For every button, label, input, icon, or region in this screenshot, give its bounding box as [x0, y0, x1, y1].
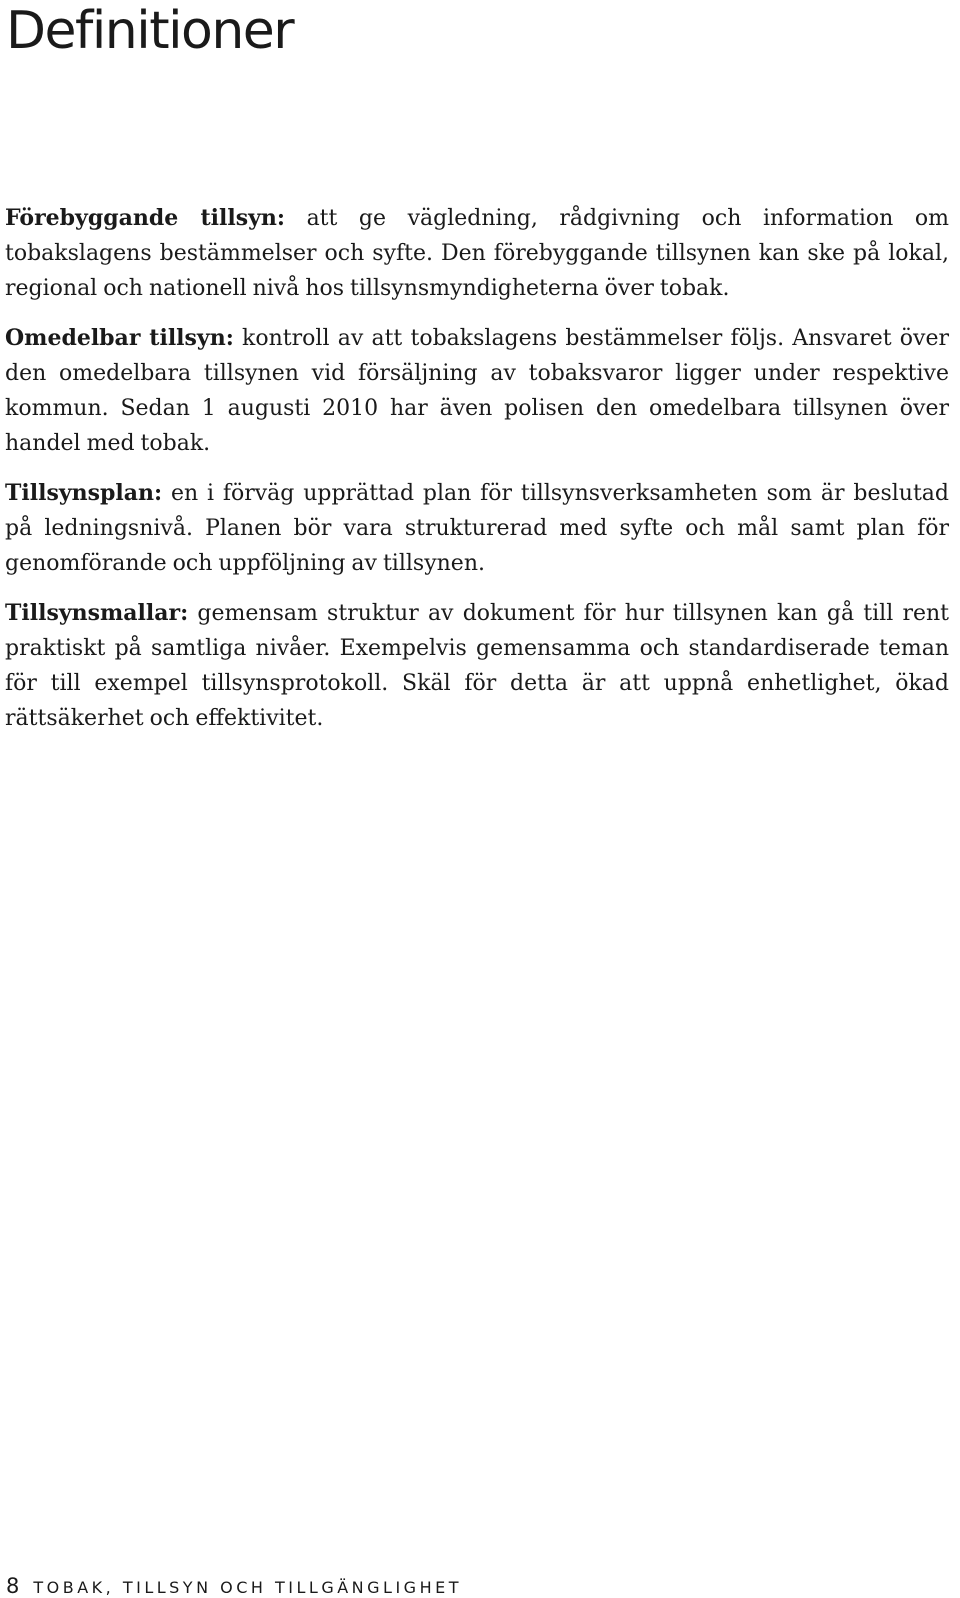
running-title: TOBAK, TILLSYN OCH TILLGÄNGLIGHET	[33, 1578, 462, 1597]
definition-term: Förebyggande tillsyn:	[5, 205, 285, 231]
page-footer	[6, 1576, 462, 1598]
page-title: Definitioner	[6, 1, 294, 61]
definition-text: en i förväg upprättad plan för tillsynsverksamheten som är beslutad på ledningsnivå. Planen bör vara strukturerad med syfte och mål samt plan för genomförande och uppföljning av tillsynen.	[5, 481, 949, 576]
page-number: 8	[6, 1574, 20, 1598]
definition-term: Tillsynsmallar:	[5, 600, 189, 626]
definition-forebyggande-tillsyn	[5, 201, 949, 306]
definitions-list	[5, 201, 949, 751]
definition-term: Omedelbar tillsyn:	[5, 325, 234, 351]
definition-tillsynsmallar	[5, 596, 949, 736]
definition-text: att ge vägledning, rådgivning och information om tobakslagens bestämmelser och syfte. Den förebyggande tillsynen kan ske på lokal, regional och nationell nivå hos tillsynsmyndigheterna över tobak.	[5, 206, 950, 301]
definition-omedelbar-tillsyn	[5, 321, 949, 461]
definition-term: Tillsynsplan:	[5, 480, 163, 506]
definition-text: gemensam struktur av dokument för hur tillsynen kan gå till rent praktiskt på samtliga nivåer. Exempelvis gemensamma och standardiserade teman för till exempel tillsynsprotokoll. Skäl för detta är att uppnå enhetlighet, ökad rättsäkerhet och effektivitet.	[5, 601, 949, 731]
definition-tillsynsplan	[5, 476, 949, 581]
definition-text: kontroll av att tobakslagens bestämmelser följs. Ansvaret över den omedelbara tillsynen vid försäljning av tobaksvaror ligger under respektive kommun. Sedan 1 augusti 2010 har även polisen den omedelbara tillsynen över handel med tobak.	[5, 326, 949, 456]
